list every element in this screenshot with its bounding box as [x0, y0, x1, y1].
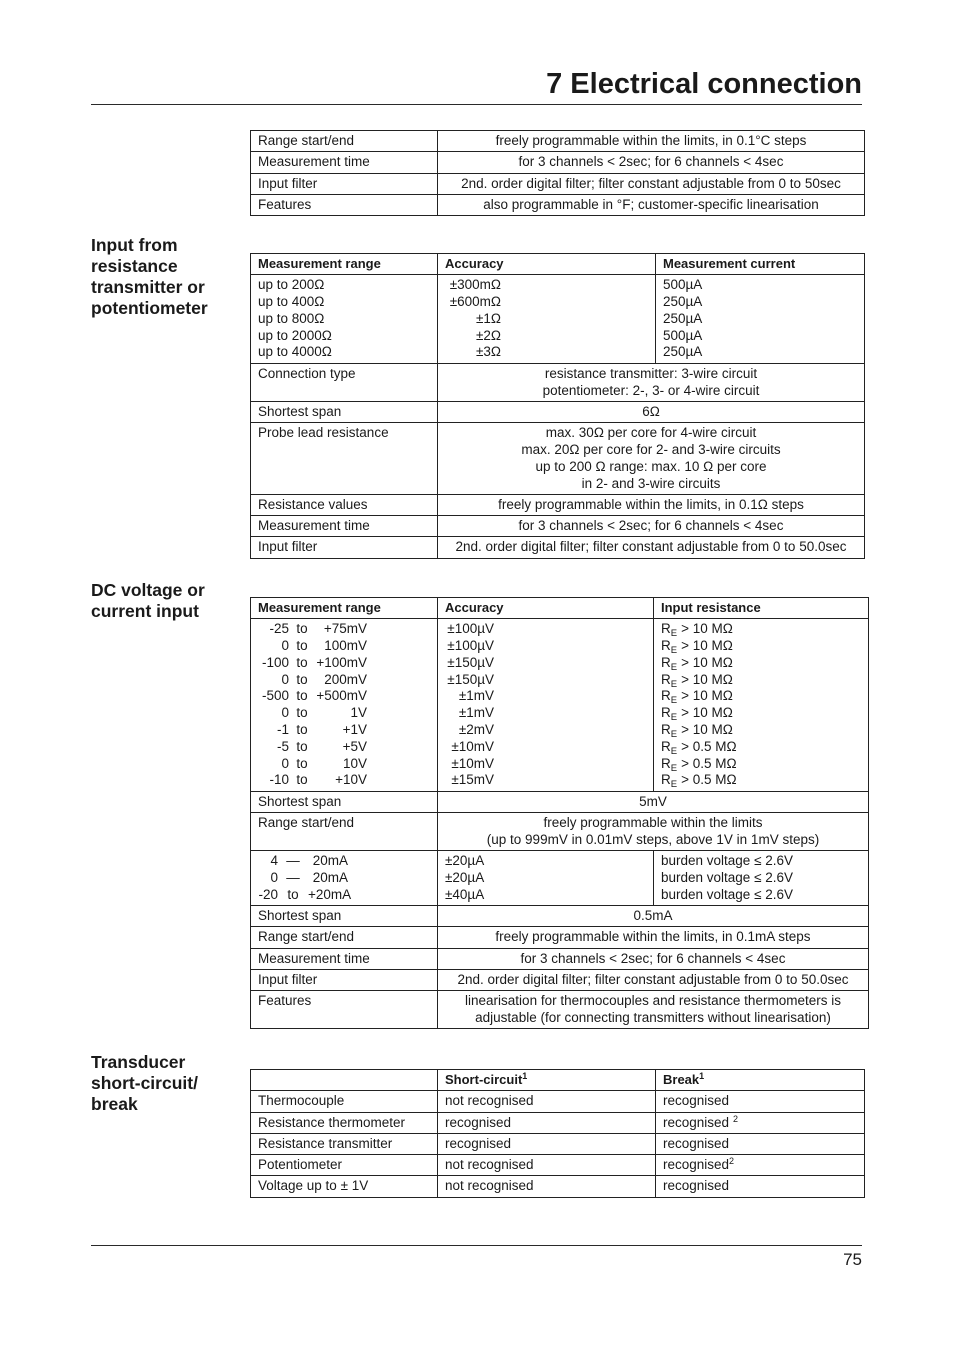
table-row: [251, 969, 869, 990]
column-header: [656, 1070, 865, 1091]
row-value: 6Ω: [438, 401, 865, 422]
sensor-label: Resistance transmitter: [251, 1133, 438, 1154]
break-cell: [656, 1112, 865, 1133]
burden-voltage-value: burden voltage ≤ 2.6V: [661, 886, 794, 902]
range-cell: [251, 275, 438, 363]
accuracy-cell: [438, 851, 654, 906]
heading-line: potentiometer: [91, 298, 208, 318]
range-start: -100: [261, 654, 289, 670]
current-range-line: [258, 887, 430, 904]
value-line: linearisation for thermocouples and resistance thermometers is: [465, 993, 841, 1009]
range-start: -5: [276, 738, 289, 754]
value-line: in 2- and 3-wire circuits: [581, 475, 721, 491]
input-resistance-value: > 0.5 MΩ: [681, 772, 737, 788]
heading-line: DC voltage or: [91, 580, 205, 600]
row-label: Shortest span: [251, 791, 438, 812]
column-header-label: Short-circuit: [445, 1072, 523, 1087]
table-row: [251, 173, 865, 194]
accuracy-value: ±1mV: [458, 688, 494, 704]
accuracy-value: ±600mΩ: [449, 294, 501, 310]
input-resistance-value: > 0.5 MΩ: [681, 738, 737, 754]
range-end: 20mA: [312, 853, 348, 869]
table-row: [251, 948, 869, 969]
resistance-subscript: E: [670, 762, 678, 774]
column-header: Accuracy: [438, 254, 656, 275]
resistance-subscript: E: [670, 661, 678, 673]
heading-line: Input from: [91, 235, 178, 255]
input-resistance-line: [661, 772, 861, 789]
resistance-symbol: R: [661, 705, 671, 721]
table-row: [251, 131, 865, 152]
table-row: [251, 152, 865, 173]
short-circuit-value: not recognised: [438, 1176, 656, 1197]
input-resistance-value: > 10 MΩ: [681, 688, 733, 704]
table-row: [251, 423, 865, 495]
value-line: potentiometer: 2-, 3- or 4-wire circuit: [542, 382, 760, 398]
resistance-symbol: R: [661, 722, 671, 738]
current-value: 500µA: [663, 277, 703, 293]
range-line: up to 200Ω: [258, 277, 325, 293]
resistance-subscript: E: [670, 712, 678, 724]
range-start: -1: [276, 722, 289, 738]
table-row: [251, 537, 865, 558]
input-resistance-line: [661, 672, 861, 689]
accuracy-cell: [438, 275, 656, 363]
column-header: Measurement range: [251, 598, 438, 619]
range-end: 1V: [350, 705, 367, 721]
row-value: for 3 channels < 2sec; for 6 channels < 4sec: [438, 948, 869, 969]
accuracy-value: ±10mV: [451, 755, 494, 771]
row-value: 2nd. order digital filter; filter constant adjustable from 0 to 50sec: [438, 173, 865, 194]
resistance-subscript: E: [670, 729, 678, 741]
resistance-symbol: R: [661, 638, 671, 654]
section-heading-resistance-input: [91, 235, 208, 319]
input-resistance-line: [661, 739, 861, 756]
row-value: [438, 991, 869, 1029]
column-header: Input resistance: [654, 598, 869, 619]
table-row: [251, 813, 869, 851]
row-value: 5mV: [438, 791, 869, 812]
row-label: Features: [251, 194, 438, 215]
range-start: 0: [270, 869, 278, 885]
current-value: 250µA: [663, 294, 703, 310]
range-separator: —: [286, 853, 300, 869]
voltage-range-line: [258, 772, 430, 789]
accuracy-value: ±20µA: [445, 853, 485, 869]
break-value: recognised: [663, 1114, 730, 1130]
resistance-symbol: R: [661, 671, 671, 687]
input-resistance-value: > 10 MΩ: [681, 705, 733, 721]
current-range-line: [258, 870, 430, 887]
section-heading-dc-input: [91, 580, 205, 622]
header-blank-cell: [251, 1070, 438, 1091]
column-header-label: Break: [663, 1072, 700, 1087]
resistance-subscript: E: [670, 745, 678, 757]
input-resistance-cell: [654, 619, 869, 791]
range-end: 200mV: [324, 671, 367, 687]
row-label: Input filter: [251, 537, 438, 558]
table-row: [251, 991, 869, 1029]
range-start: -20: [258, 886, 278, 902]
short-circuit-value: not recognised: [438, 1091, 656, 1112]
sensor-label: Potentiometer: [251, 1155, 438, 1176]
range-start: 0: [281, 705, 289, 721]
range-end: +20mA: [308, 886, 352, 902]
break-value: recognised: [663, 1157, 730, 1173]
accuracy-value: ±3Ω: [475, 344, 501, 360]
value-line: max. 30Ω per core for 4-wire circuit: [545, 425, 757, 441]
sensor-label: Thermocouple: [251, 1091, 438, 1112]
range-separator: —: [286, 869, 300, 885]
accuracy-value: ±100µV: [447, 621, 494, 637]
column-header: [438, 1070, 656, 1091]
table-row: [251, 851, 869, 906]
current-value: 250µA: [663, 310, 703, 326]
range-start: -500: [261, 688, 289, 704]
row-label: Range start/end: [251, 927, 438, 948]
range-start: 0: [281, 755, 289, 771]
break-value: recognised: [656, 1133, 865, 1154]
row-label: Probe lead resistance: [251, 423, 438, 495]
range-separator: to: [296, 772, 308, 788]
range-line: up to 400Ω: [258, 294, 325, 310]
table-row: [251, 791, 869, 812]
heading-line: short-circuit/: [91, 1073, 198, 1093]
range-start: 4: [270, 853, 278, 869]
row-label: Features: [251, 991, 438, 1029]
resistance-symbol: R: [661, 688, 671, 704]
range-start: -10: [269, 772, 289, 788]
accuracy-value: ±150µV: [447, 654, 494, 670]
input-resistance-line: [661, 688, 861, 705]
input-resistance-value: > 10 MΩ: [681, 638, 733, 654]
sensor-label: Resistance thermometer: [251, 1112, 438, 1133]
current-cell: [656, 275, 865, 363]
range-line: up to 4000Ω: [258, 344, 332, 360]
row-value: freely programmable within the limits, in 0.1mA steps: [438, 927, 869, 948]
table-header-row: [251, 1070, 865, 1091]
accuracy-value: ±2mV: [458, 722, 494, 738]
table-row: [251, 927, 869, 948]
voltage-range-line: [258, 621, 430, 638]
range-separator: to: [296, 738, 308, 754]
range-end: +100mV: [316, 654, 367, 670]
row-value: freely programmable within the limits, in 0.1Ω steps: [438, 494, 865, 515]
burden-voltage-value: burden voltage ≤ 2.6V: [661, 853, 794, 869]
row-label: Range start/end: [251, 131, 438, 152]
input-resistance-value: > 10 MΩ: [681, 654, 733, 670]
heading-line: break: [91, 1094, 138, 1114]
burden-voltage-value: burden voltage ≤ 2.6V: [661, 869, 794, 885]
range-separator: to: [296, 638, 308, 654]
footer-rule: [91, 1245, 862, 1246]
section-heading-transducer: [91, 1052, 198, 1115]
resistance-input-table: [250, 253, 865, 559]
resistance-symbol: R: [661, 621, 671, 637]
current-range-line: [258, 853, 430, 870]
voltage-range-line: [258, 655, 430, 672]
range-end: +5V: [342, 738, 367, 754]
voltage-range-line: [258, 722, 430, 739]
range-end: +75mV: [323, 621, 367, 637]
accuracy-value: ±1mV: [458, 705, 494, 721]
range-start: 0: [281, 671, 289, 687]
header-rule: [91, 104, 862, 105]
value-line: max. 20Ω per core for 2- and 3-wire circuits: [521, 441, 781, 457]
range-end: +500mV: [316, 688, 367, 704]
row-label: Resistance values: [251, 494, 438, 515]
input-resistance-line: [661, 705, 861, 722]
range-separator: to: [296, 722, 308, 738]
row-label: Connection type: [251, 363, 438, 401]
current-value: 500µA: [663, 327, 703, 343]
transducer-table: [250, 1069, 865, 1198]
resistance-subscript: E: [670, 678, 678, 690]
range-end: 20mA: [312, 869, 348, 885]
accuracy-value: ±1Ω: [475, 310, 501, 326]
heading-line: Transducer: [91, 1052, 186, 1072]
footnote-marker: 2: [729, 1156, 735, 1167]
accuracy-value: ±300mΩ: [449, 277, 501, 293]
value-line: resistance transmitter: 3-wire circuit: [544, 365, 758, 381]
chapter-title: 7 Electrical connection: [546, 68, 862, 100]
dc-input-table: [250, 597, 869, 1029]
short-circuit-value: not recognised: [438, 1155, 656, 1176]
row-value: freely programmable within the limits, in 0.1°C steps: [438, 131, 865, 152]
general-input-table: [250, 130, 865, 216]
footnote-marker: 1: [522, 1071, 528, 1081]
resistance-subscript: E: [670, 779, 678, 791]
input-resistance-value: > 10 MΩ: [681, 621, 733, 637]
voltage-range-line: [258, 688, 430, 705]
row-label: Input filter: [251, 969, 438, 990]
row-value: for 3 channels < 2sec; for 6 channels < 4sec: [438, 516, 865, 537]
voltage-range-cell: [251, 619, 438, 791]
resistance-subscript: E: [670, 695, 678, 707]
row-label: Measurement time: [251, 948, 438, 969]
accuracy-value: ±40µA: [445, 886, 485, 902]
range-start: -25: [269, 621, 289, 637]
current-value: 250µA: [663, 344, 703, 360]
row-label: Shortest span: [251, 401, 438, 422]
input-resistance-line: [661, 621, 861, 638]
input-resistance-line: [661, 756, 861, 773]
heading-line: transmitter or: [91, 277, 205, 297]
row-value: [438, 423, 865, 495]
range-separator: to: [296, 671, 308, 687]
input-resistance-line: [661, 638, 861, 655]
value-line: up to 200 Ω range: max. 10 Ω per core: [535, 458, 767, 474]
page-number: 75: [843, 1250, 862, 1269]
row-label: Measurement time: [251, 516, 438, 537]
short-circuit-value: recognised: [438, 1112, 656, 1133]
heading-line: resistance: [91, 256, 178, 276]
row-label: Shortest span: [251, 906, 438, 927]
voltage-range-line: [258, 739, 430, 756]
table-row: [251, 401, 865, 422]
range-separator: to: [296, 755, 308, 771]
table-row: [251, 1112, 865, 1133]
resistance-symbol: R: [661, 654, 671, 670]
resistance-symbol: R: [661, 755, 671, 771]
row-label: Range start/end: [251, 813, 438, 851]
short-circuit-value: recognised: [438, 1133, 656, 1154]
table-row: [251, 494, 865, 515]
voltage-range-line: [258, 705, 430, 722]
column-header: Measurement current: [656, 254, 865, 275]
range-separator: to: [296, 621, 308, 637]
accuracy-value: ±10mV: [451, 738, 494, 754]
input-resistance-value: > 0.5 MΩ: [681, 755, 737, 771]
row-label: Measurement time: [251, 152, 438, 173]
accuracy-value: ±15mV: [451, 772, 494, 788]
table-row: [251, 516, 865, 537]
accuracy-value: ±2Ω: [475, 327, 501, 343]
table-row: [251, 619, 869, 791]
input-resistance-line: [661, 655, 861, 672]
range-separator: to: [296, 705, 308, 721]
voltage-range-line: [258, 756, 430, 773]
range-end: 100mV: [324, 638, 367, 654]
input-resistance-cell: [654, 851, 869, 906]
range-end: 10V: [342, 755, 367, 771]
range-separator: to: [287, 886, 299, 902]
range-separator: to: [296, 688, 308, 704]
footnote-marker: 1: [699, 1071, 705, 1081]
table-row: [251, 1091, 865, 1112]
value-line: freely programmable within the limits: [543, 815, 763, 831]
table-row: [251, 906, 869, 927]
input-resistance-value: > 10 MΩ: [681, 671, 733, 687]
row-label: Input filter: [251, 173, 438, 194]
voltage-range-line: [258, 638, 430, 655]
table-row: [251, 1176, 865, 1197]
range-line: up to 2000Ω: [258, 327, 332, 343]
accuracy-cell: [438, 619, 654, 791]
value-line: (up to 999mV in 0.01mV steps, above 1V in 1mV steps): [486, 831, 820, 847]
table-row: [251, 275, 865, 363]
row-value: 0.5mA: [438, 906, 869, 927]
resistance-subscript: E: [670, 645, 678, 657]
table-row: [251, 363, 865, 401]
row-value: [438, 363, 865, 401]
table-row: [251, 194, 865, 215]
resistance-symbol: R: [661, 772, 671, 788]
table-row: [251, 1155, 865, 1176]
heading-line: current input: [91, 601, 199, 621]
resistance-subscript: E: [670, 628, 678, 640]
range-line: up to 800Ω: [258, 310, 325, 326]
input-resistance-line: [661, 722, 861, 739]
table-row: [251, 1133, 865, 1154]
column-header: Accuracy: [438, 598, 654, 619]
break-value: recognised: [656, 1176, 865, 1197]
accuracy-value: ±150µV: [447, 671, 494, 687]
range-start: 0: [281, 638, 289, 654]
sensor-label: Voltage up to ± 1V: [251, 1176, 438, 1197]
input-resistance-value: > 10 MΩ: [681, 722, 733, 738]
table-header-row: [251, 254, 865, 275]
footnote-marker: 2: [733, 1113, 739, 1124]
value-line: adjustable (for connecting transmitters without linearisation): [475, 1010, 831, 1026]
accuracy-value: ±20µA: [445, 869, 485, 885]
range-separator: to: [296, 654, 308, 670]
range-end: +10V: [335, 772, 367, 788]
break-cell: [656, 1155, 865, 1176]
voltage-range-line: [258, 672, 430, 689]
accuracy-value: ±100µV: [447, 638, 494, 654]
row-value: [438, 813, 869, 851]
row-value: also programmable in °F; customer-specific linearisation: [438, 194, 865, 215]
column-header: Measurement range: [251, 254, 438, 275]
row-value: 2nd. order digital filter; filter constant adjustable from 0 to 50.0sec: [438, 969, 869, 990]
row-value: 2nd. order digital filter; filter constant adjustable from 0 to 50.0sec: [438, 537, 865, 558]
break-value: recognised: [656, 1091, 865, 1112]
current-range-cell: [251, 851, 438, 906]
table-header-row: [251, 598, 869, 619]
row-value: for 3 channels < 2sec; for 6 channels < 4sec: [438, 152, 865, 173]
range-end: +1V: [342, 722, 367, 738]
resistance-symbol: R: [661, 738, 671, 754]
